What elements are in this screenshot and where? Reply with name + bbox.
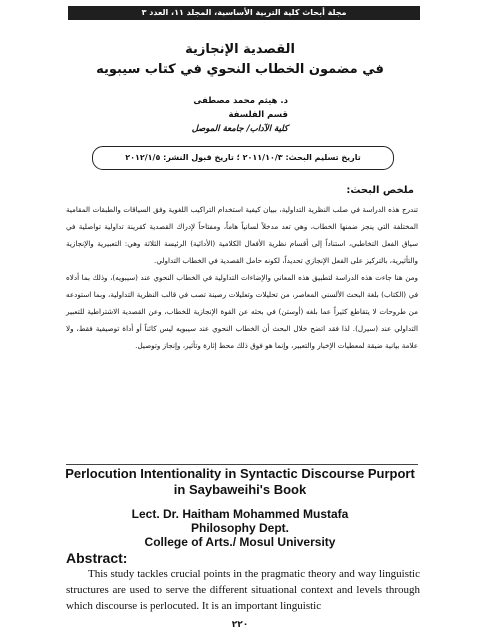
arabic-title-line-1: القصدية الإنجازية bbox=[185, 42, 295, 57]
english-author-college: College of Arts./ Mosul University bbox=[144, 535, 336, 549]
arabic-abstract-body bbox=[66, 201, 418, 354]
english-author-dept: Philosophy Dept. bbox=[190, 521, 289, 535]
english-abstract-paragraph: This study tackles crucial points in the pragmatic theory and way linguistic structures are used to serve the different situational context and levels through which discourse is perlocuted. It is an important linguistic bbox=[66, 568, 420, 612]
submission-dates-box: تاريخ تسليم البحث: ٢٠١١/١٠/٣ ؛ تاريخ قبول النشر: ٢٠١٢/١/٥ bbox=[92, 146, 394, 170]
arabic-abstract-paragraph: ومن هنا جاءت هذه الدراسة لتطبيق هذه المعاني والإضاءات التداولية في الخطاب النحوي عند (سيبويه)، وذلك بما أدلاه في (الكتاب) بلغة البحث الألسني المعاصر، من تحليلات وتعليلات رصينة تصب في قالب النظرية التداولية، وبما استودعه من طروحات لا يتقاطع كثيراً عما بلغه (أوستن) في بحثه عن القوة الإنجازية للخطاب، وعن القصدية الاشتراطية للتعبير التداولي عند (سيرل). لذا فقد اتضح خلال البحث أن الخطاب النحوي عند سيبويه ليس كائناً أو أداة توصيفية فقط، ولا علامة بيانية ضيقة لمعطيات الإخبار والتعبير، وإنما هو فوق ذلك محط إثارة وتأثير، وإنجاز وتوصيل. bbox=[66, 273, 418, 350]
english-title-line-2: in Saybaweihi's Book bbox=[173, 482, 307, 497]
arabic-author-name: د. هيثم محمد مصطفى bbox=[193, 96, 288, 106]
page-number: ٢٢٠ bbox=[231, 620, 249, 630]
arabic-abstract-paragraph: تندرج هذه الدراسة في صلب النظرية التداولية، ببيان كيفية استخدام التراكيب اللغوية وفق السياقات والطبقات المقامية المختلفة التي ينجز ضمنها الخطاب، وهي تعد مدخلاً لسانياً هاماً، ومفتاحاً لإدراك القصدية كقرينة تداولية تواصلية في سياق الفعل التخاطبي، استناداً إلى أقسام نظرية الأفعال الكلامية (الأدائية) الرئيسة الثلاثة وهي: التعبيرية والإنجازية والتأثيرية، بالتركيز على الفعل الإنجازي تحديداً، لكونه حامل القصدية في الخطاب التداولي. bbox=[66, 205, 418, 265]
english-author-name: Lect. Dr. Haitham Mohammed Mustafa bbox=[131, 507, 349, 521]
journal-header: مجلة أبحاث كلية التربية الأساسية، المجلد ١١، العدد ٣ bbox=[68, 6, 420, 20]
english-title-line-1: Perlocution Intentionality in Syntactic Discourse Purport bbox=[65, 466, 415, 481]
arabic-title-line-2: في مضمون الخطاب النحوي في كتاب سيبويه bbox=[96, 62, 384, 77]
english-abstract-heading: Abstract: bbox=[66, 550, 128, 566]
section-divider bbox=[66, 464, 418, 465]
arabic-abstract-heading: ملخص البحث: bbox=[346, 185, 414, 196]
arabic-author-college: كلية الآداب/ جامعة الموصل bbox=[191, 124, 288, 134]
english-abstract-body bbox=[66, 566, 420, 614]
arabic-author-dept: قسم الفلسفة bbox=[228, 110, 288, 120]
